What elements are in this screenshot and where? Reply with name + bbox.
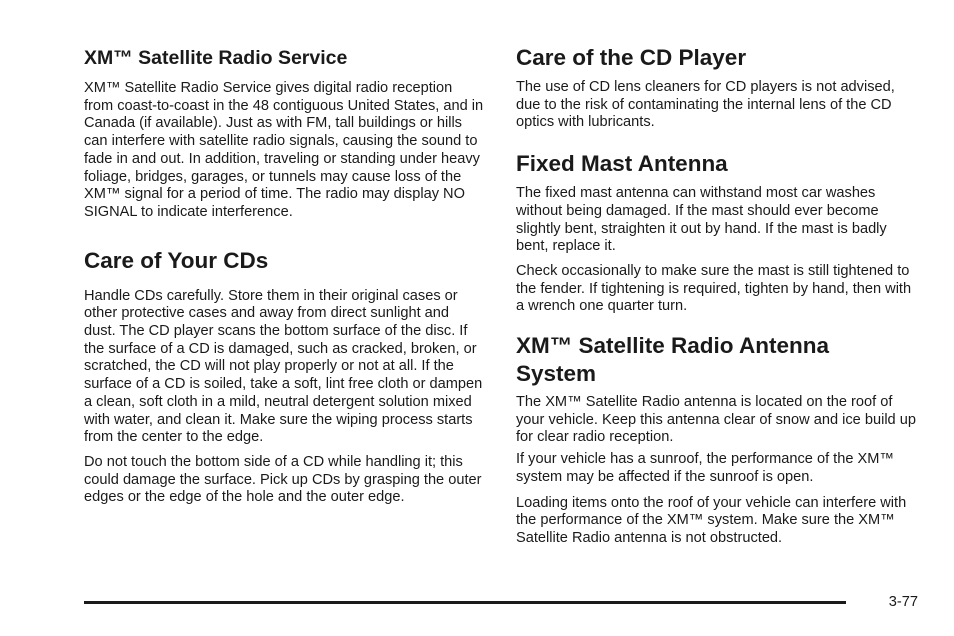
care-player-paragraph: The use of CD lens cleaners for CD players is not advised, due to the risk of contaminating the internal lens of the CD optics with lubricants. (516, 79, 895, 131)
xm-service-heading: XM™ Satellite Radio Service (84, 47, 348, 69)
care-cds-paragraph-2: Do not touch the bottom side of a CD while handling it; this could damage the surface. Pick up CDs by grasping the outer edges or the edge of the hole and the outer edge. (84, 453, 482, 506)
xm-service-paragraph: XM™ Satellite Radio Service gives digital radio reception from coast-to-coast in the 48 contiguous United States, and in Canada (if available). Just as with FM, tall buildings or hills can interfere with satellite radio signals, causing the sound to fade in and out. In addition, traveling or standing under heavy foliage, bridges, garages, or tunnels may cause loss of the XM™ signal for a period of time. The radio may display NO SIGNAL to indicate interference. (84, 80, 484, 220)
care-cds-heading: Care of Your CDs (84, 247, 269, 273)
care-cds-paragraph-1: Handle CDs carefully. Store them in their original cases or other protective cases and away from direct sunlight and dust. The CD player scans the bottom surface of the disc. If the surface of a CD is damaged, such as cracked, broken, or scratched, the CD will not play properly or not at all. If the surface of a CD is soiled, take a soft, lint free cloth or dampen a clean, soft cloth in a mild, neutral detergent solution mixed with water, and clean it. Make sure the wiping process starts from the center to the edge. (84, 287, 483, 446)
footer-rule (84, 601, 846, 604)
xm-antenna-paragraph-2: If your vehicle has a sunroof, the performance of the XM™ system may be affected if the sunroof is open. (516, 451, 895, 485)
xm-antenna-paragraph-1: The XM™ Satellite Radio antenna is located on the roof of your vehicle. Keep this antenna clear of snow and ice build up for clear radio reception. (516, 394, 916, 446)
xm-antenna-heading-line2: System (516, 361, 597, 387)
xm-antenna-heading-line1: XM™ Satellite Radio Antenna (516, 333, 829, 359)
page-number: 3-77 (888, 594, 918, 610)
fixed-mast-paragraph-2: Check occasionally to make sure the mast is still tightened to the fender. If tightening is required, tighten by hand, then with a wrench one quarter turn. (516, 262, 912, 315)
care-player-heading: Care of the CD Player (516, 45, 747, 70)
fixed-mast-heading: Fixed Mast Antenna (516, 151, 728, 177)
xm-antenna-paragraph-3: Loading items onto the roof of your vehicle can interfere with the performance of the XM™ system. Make sure the XM™ Satellite Radio antenna is not obstructed. (516, 494, 907, 546)
xm-antenna-heading (516, 332, 920, 388)
right-column (516, 0, 920, 548)
fixed-mast-paragraph-1: The fixed mast antenna can withstand most car washes without being damaged. If the mast should ever become slightly bent, straighten it out by hand. If the mast is badly bent, replace it. (516, 185, 887, 255)
left-column (84, 0, 484, 507)
